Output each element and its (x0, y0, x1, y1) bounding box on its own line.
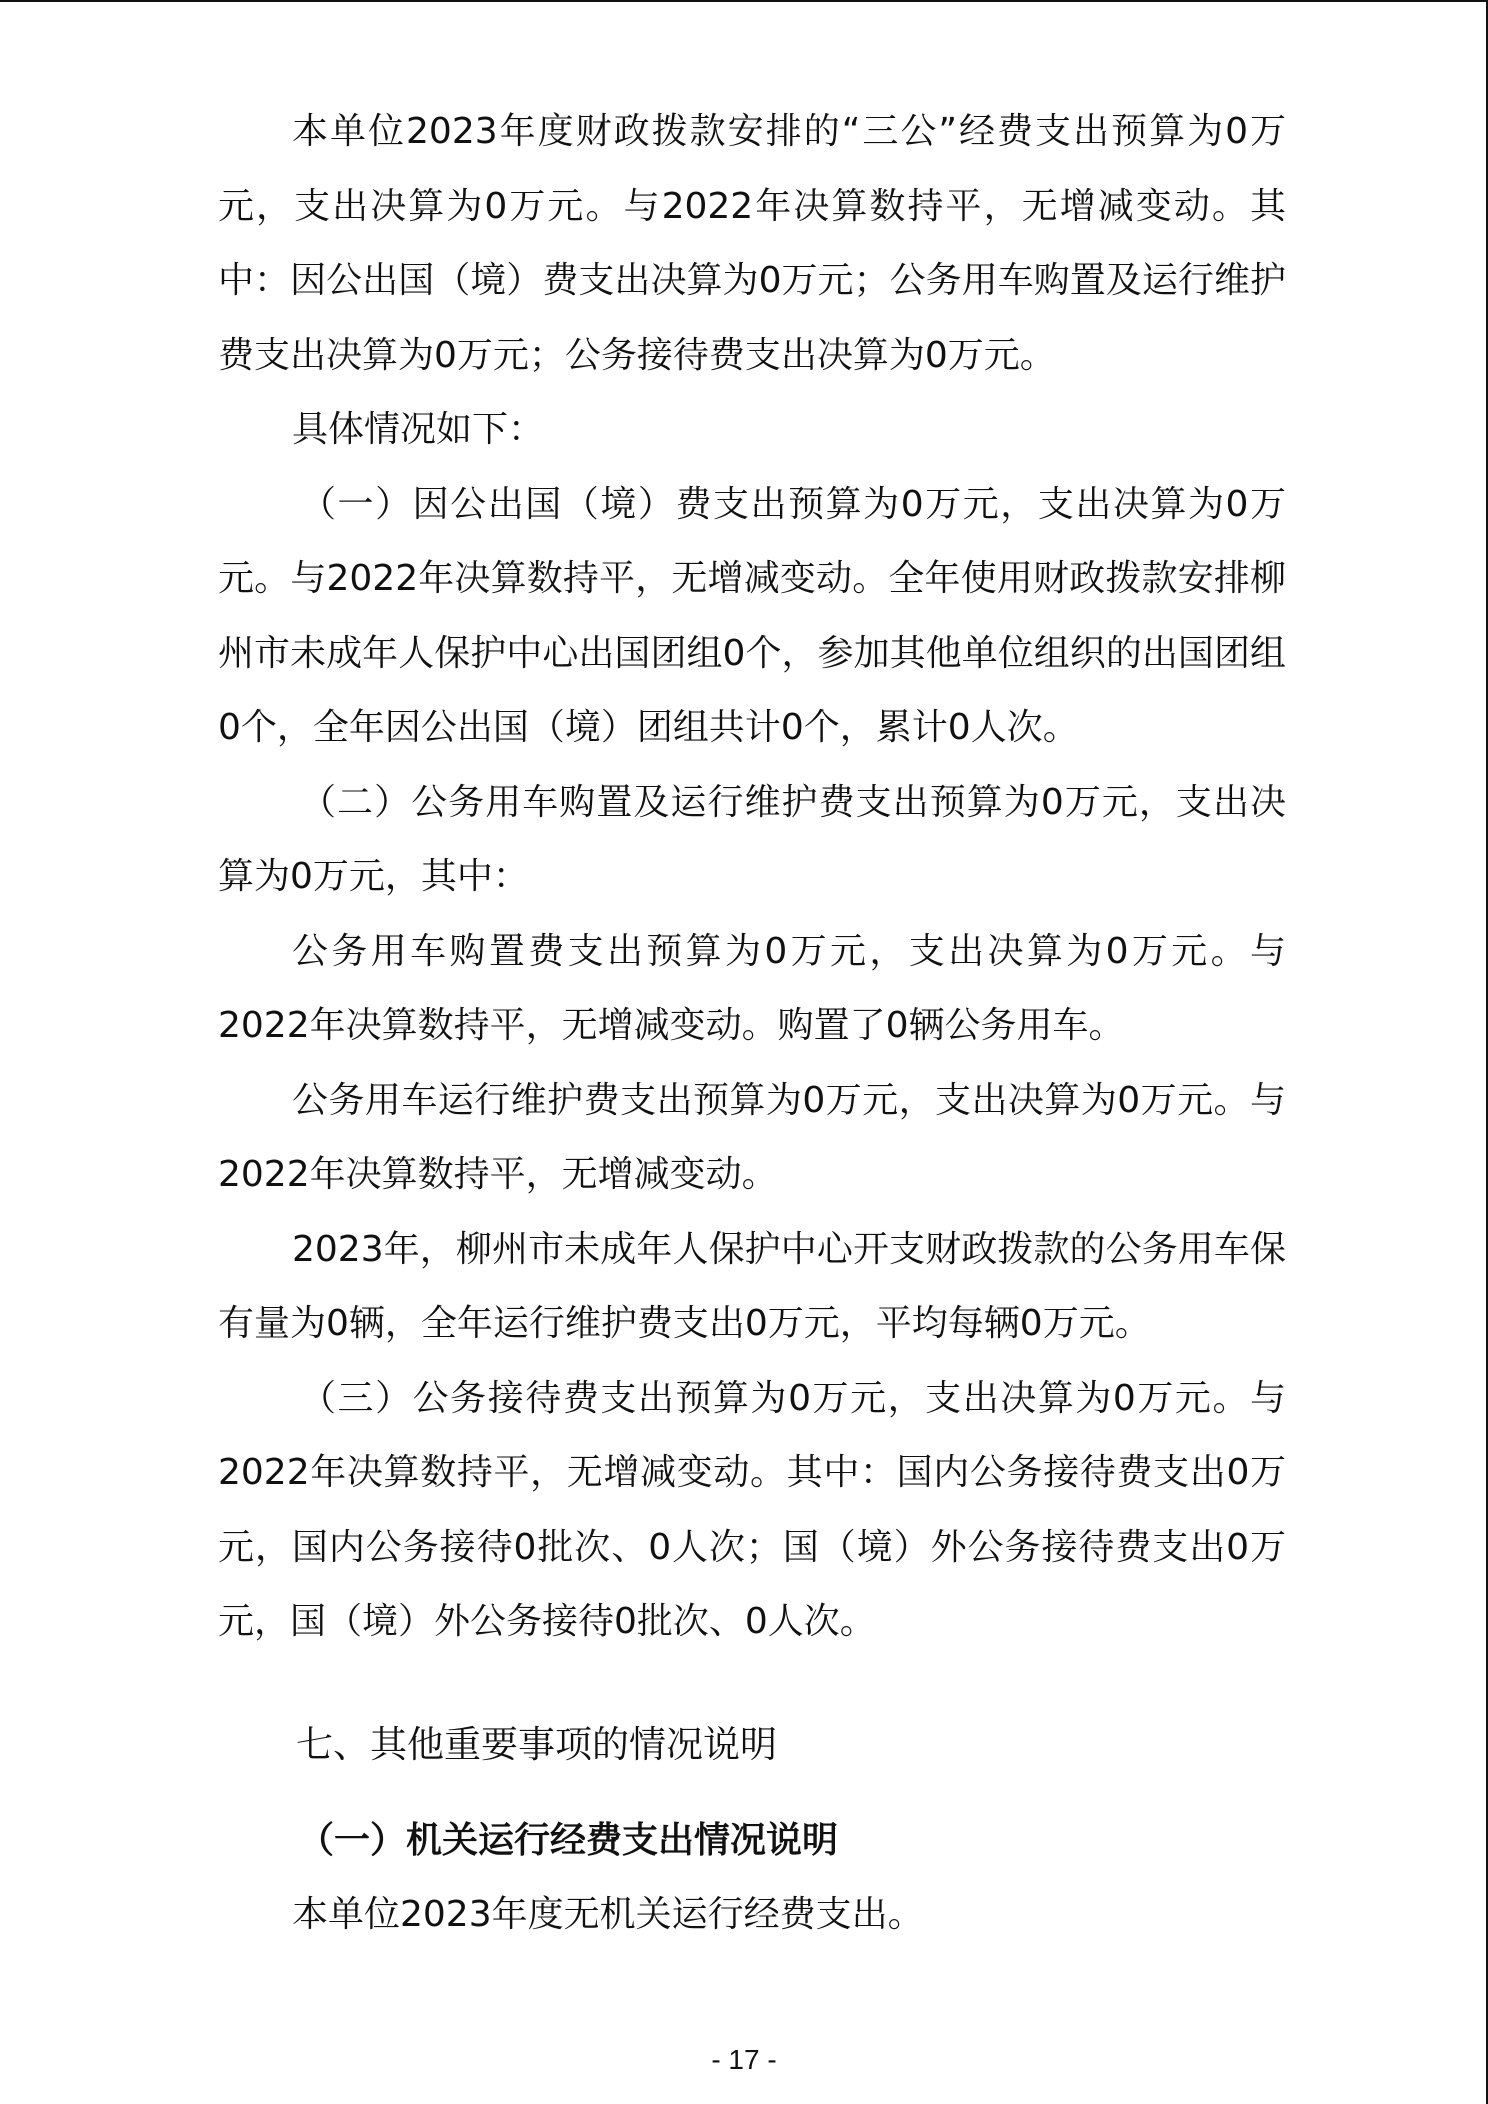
paragraph-operating-expense: 本单位2023年度无机关运行经费支出。 (292, 1893, 924, 1935)
paragraph-vehicle-purchase: 公务用车购置费支出预算为0万元，支出决算为0万元。与2022年决算数持平，无增减变动。购置了0辆公务用车。 (218, 930, 1286, 1046)
paragraph-reception-expense: （三）公务接待费支出预算为0万元，支出决算为0万元。与2022年决算数持平，无增减变动。其中：国内公务接待费支出0万元，国内公务接待0批次、0人次；国（境）外公务接待费支出0万元，国（境）外公务接待0批次、0人次。 (218, 1377, 1286, 1642)
paragraph-details-intro: 具体情况如下： (292, 409, 545, 450)
subsection-heading: （一）机关运行经费支出情况说明 (298, 1819, 839, 1861)
document-body (218, 95, 1286, 1952)
paragraph-overseas-expense: （一）因公出国（境）费支出预算为0万元，支出决算为0万元。与2022年决算数持平，无增减变动。全年使用财政拨款安排柳州市未成年人保护中心出国团组0个，参加其他单位组织的出国团组0个，全年因公出国（境）团组共计0个，累计0人次。 (218, 483, 1286, 748)
paragraph-vehicle-expense: （二）公务用车购置及运行维护费支出预算为0万元，支出决算为0万元，其中： (218, 781, 1286, 897)
paragraph-vehicle-operation: 公务用车运行维护费支出预算为0万元，支出决算为0万元。与2022年决算数持平，无增减变动。 (218, 1079, 1286, 1195)
section-heading: 七、其他重要事项的情况说明 (296, 1722, 777, 1766)
paragraph-three-public-summary: 本单位2023年度财政拨款安排的“三公”经费支出预算为0万元，支出决算为0万元。与2022年决算数持平，无增减变动。其中：因公出国（境）费支出决算为0万元；公务用车购置及运行维护费支出决算为0万元；公务接待费支出决算为0万元。 (218, 111, 1286, 376)
page-number: - 17 - (711, 2044, 777, 2075)
paragraph-vehicle-holdings: 2023年，柳州市未成年人保护中心开支财政拨款的公务用车保有量为0辆，全年运行维护费支出0万元，平均每辆0万元。 (218, 1228, 1286, 1344)
top-border-line (0, 0, 1488, 2)
